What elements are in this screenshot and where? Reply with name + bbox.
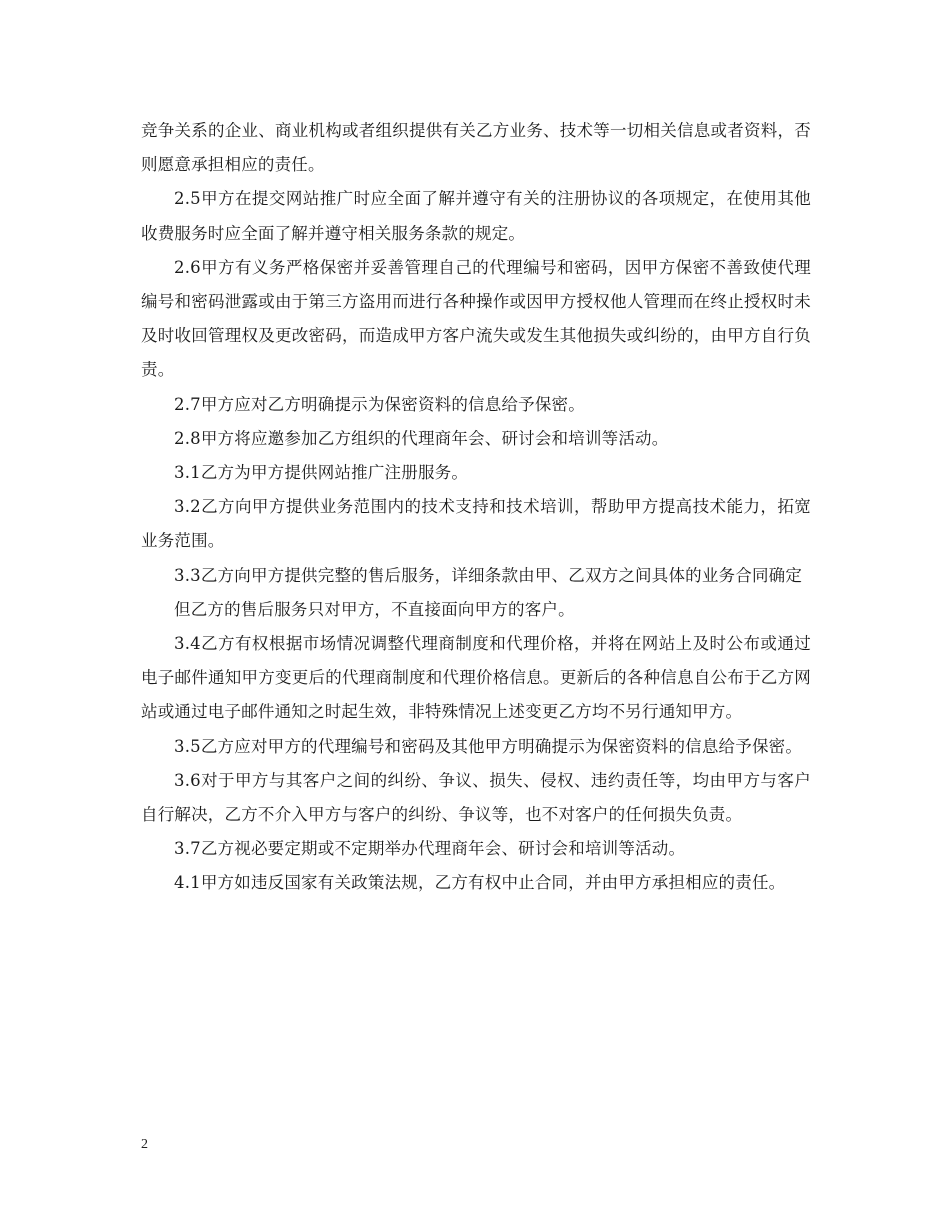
paragraph-3-5: 3.5乙方应对甲方的代理编号和密码及其他甲方明确提示为保密资料的信息给予保密。 bbox=[174, 736, 803, 756]
paragraph-4-1: 4.1甲方如违反国家有关政策法规，乙方有权中止合同，并由甲方承担相应的责任。 bbox=[174, 873, 786, 893]
paragraph-2-7: 2.7甲方应对乙方明确提示为保密资料的信息给予保密。 bbox=[174, 394, 585, 414]
paragraph-3-7: 3.7乙方视必要定期或不定期举办代理商年会、研讨会和培训等活动。 bbox=[174, 839, 686, 859]
paragraph-3-3-note: 但乙方的售后服务只对甲方，不直接面向甲方的客户。 bbox=[174, 599, 575, 619]
paragraph-3-4: 3.4乙方有权根据市场情况调整代理商制度和代理价格，并将在网站上及时公布或通过电子邮件通知甲方变更后的代理商制度和代理价格信息。更新后的各种信息自公布于乙方网站或通过电子邮件通知之时起生效，非特殊情况上述变更乙方均不另行通知甲方。 bbox=[141, 634, 811, 722]
paragraph-2-5: 2.5甲方在提交网站推广时应全面了解并遵守有关的注册协议的各项规定，在使用其他收费服务时应全面了解并遵守相关服务条款的规定。 bbox=[141, 189, 811, 243]
paragraph-2-8: 2.8甲方将应邀参加乙方组织的代理商年会、研讨会和培训等活动。 bbox=[174, 428, 669, 448]
paragraph-3-3: 3.3乙方向甲方提供完整的售后服务，详细条款由甲、乙双方之间具体的业务合同确定 bbox=[174, 565, 803, 585]
paragraph-3-6: 3.6对于甲方与其客户之间的纠纷、争议、损失、侵权、违约责任等，均由甲方与客户自行解决，乙方不介入甲方与客户的纠纷、争议等，也不对客户的任何损失负责。 bbox=[141, 770, 811, 825]
paragraph-2-6: 2.6甲方有义务严格保密并妥善管理自己的代理编号和密码，因甲方保密不善致使代理编号和密码泄露或由于第三方盗用而进行各种操作或因甲方授权他人管理而在终止授权时未及时收回管理权及更改密码，而造成甲方客户流失或发生其他损失或纠纷的，由甲方自行负责。 bbox=[141, 257, 811, 380]
paragraph-3-2: 3.2乙方向甲方提供业务范围内的技术支持和技术培训，帮助甲方提高技术能力，拓宽业务范围。 bbox=[141, 497, 811, 551]
document-body bbox=[141, 114, 811, 901]
paragraph-continuation: 竞争关系的企业、商业机构或者组织提供有关乙方业务、技术等一切相关信息或者资料，否则愿意承担相应的责任。 bbox=[141, 121, 811, 175]
page-number: 2 bbox=[141, 1137, 148, 1152]
paragraph-3-1: 3.1乙方为甲方提供网站推广注册服务。 bbox=[174, 463, 469, 483]
